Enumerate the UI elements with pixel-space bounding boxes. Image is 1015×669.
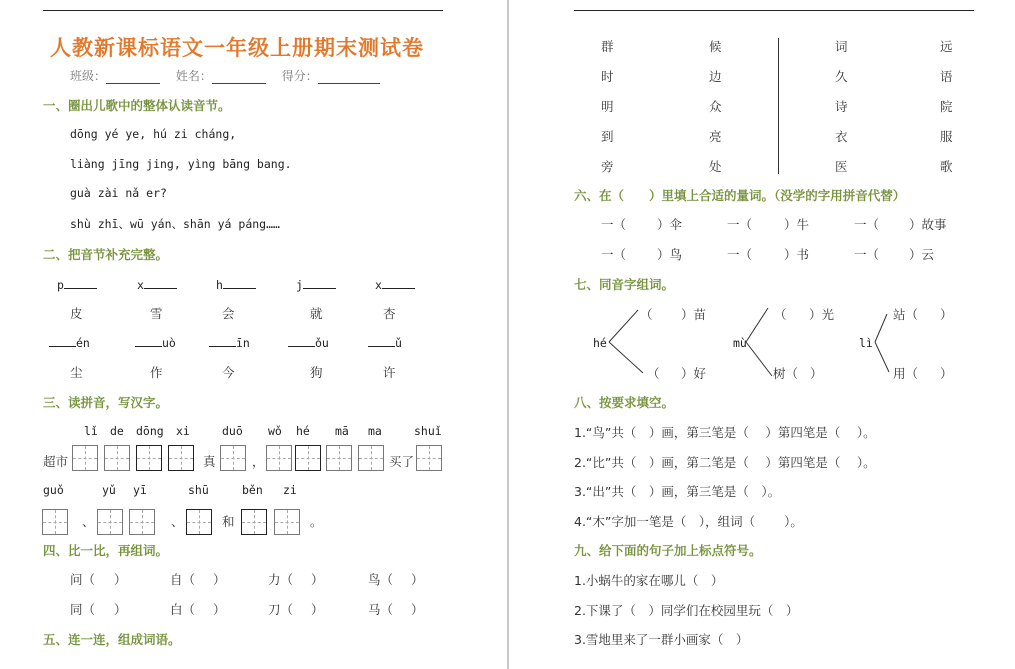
match-char[interactable]: 时 [601, 69, 614, 84]
measure-word-close: ）云 [909, 247, 935, 262]
fill-item: 3.“出”共（ ）画，第三笔是（ ）。 [574, 484, 781, 499]
name-label: 姓名： [175, 69, 212, 83]
punctuation-item: 1.小蜗牛的家在哪儿（ ） [574, 573, 724, 588]
writing-box[interactable] [104, 445, 130, 471]
text-chaoshi: 超市 [43, 454, 69, 469]
text-he: 和 [222, 514, 235, 529]
homophone-word: ） [940, 307, 953, 322]
score-label: 得分： [281, 69, 318, 83]
word-blank-close[interactable]: ） [114, 572, 127, 587]
text-zhen: 真 [203, 454, 216, 469]
answer-blank[interactable] [135, 334, 162, 347]
poem-line: dōng yé ye, hú zi cháng, [70, 127, 237, 141]
word-blank-close[interactable]: ） [114, 602, 127, 617]
writing-box[interactable] [220, 445, 246, 471]
pinyin: lǐ [84, 424, 98, 438]
homophone-pinyin: hé [593, 336, 607, 350]
class-label: 班级： [70, 69, 107, 83]
match-char[interactable]: 诗 [835, 99, 848, 114]
measure-word-open[interactable]: 一（ [727, 247, 753, 262]
word-blank-close[interactable]: ） [411, 572, 424, 587]
section-8-heading: 八、按要求填空。 [574, 395, 675, 410]
poem-line: shù zhī、wū yán、shān yá páng…… [70, 217, 280, 231]
syllable-blank-item [209, 334, 250, 350]
section-9-heading: 九、给下面的句子加上标点符号。 [574, 543, 762, 558]
answer-blank[interactable] [209, 334, 236, 347]
measure-word-open[interactable]: 一（ [854, 247, 880, 262]
score-field[interactable] [318, 71, 380, 84]
match-char[interactable]: 远 [940, 39, 953, 54]
match-char[interactable]: 到 [601, 129, 614, 144]
match-char[interactable]: 候 [709, 39, 722, 54]
word-blank-close[interactable]: ） [311, 572, 324, 587]
section-1-heading: 一、圈出儿歌中的整体认读音节。 [43, 98, 231, 113]
word-prompt: 同（ [70, 602, 96, 617]
pinyin: zi [283, 483, 297, 497]
answer-blank[interactable] [144, 276, 177, 289]
initial: h [216, 278, 223, 292]
hanzi: 狗 [310, 365, 323, 380]
class-field[interactable] [106, 71, 160, 84]
measure-word-close: ）故事 [909, 217, 947, 232]
match-char[interactable]: 服 [940, 129, 953, 144]
word-prompt: 自（ [170, 572, 196, 587]
final: īn [236, 336, 250, 350]
match-char[interactable]: 语 [940, 69, 953, 84]
match-char[interactable]: 众 [709, 99, 722, 114]
student-info [70, 67, 392, 84]
measure-word-open[interactable]: 一（ [601, 247, 627, 262]
punctuation-item: 3.雪地里来了一群小画家（ ） [574, 632, 749, 647]
answer-blank[interactable] [303, 276, 336, 289]
header-rule [43, 10, 443, 11]
hanzi: 杏 [383, 306, 396, 321]
writing-box[interactable] [274, 509, 300, 535]
fill-item: 4.“木”字加一笔是（ ），组词（ ）。 [574, 514, 803, 529]
match-char[interactable]: 久 [835, 69, 848, 84]
homophone-word[interactable]: 树（ [773, 366, 799, 381]
pinyin: hé [296, 424, 310, 438]
writing-box[interactable] [241, 509, 267, 535]
syllable-blank-item [375, 276, 415, 292]
match-char[interactable]: 歌 [940, 159, 953, 174]
answer-blank[interactable] [288, 334, 315, 347]
pinyin: dōng [136, 424, 164, 438]
writing-box[interactable] [136, 445, 162, 471]
syllable-blank-item [57, 276, 97, 292]
word-blank-close[interactable]: ） [311, 602, 324, 617]
measure-word-close: ）牛 [784, 217, 810, 232]
section-3-heading: 三、读拼音，写汉字。 [43, 395, 169, 410]
match-char[interactable]: 边 [709, 69, 722, 84]
writing-box[interactable] [416, 445, 442, 471]
homophone-word[interactable]: （ [647, 366, 660, 381]
homophone-word: ） [810, 366, 823, 381]
writing-box[interactable] [326, 445, 352, 471]
hanzi: 会 [222, 306, 235, 321]
match-char[interactable]: 旁 [601, 159, 614, 174]
match-char[interactable]: 词 [835, 39, 848, 54]
writing-box[interactable] [186, 509, 212, 535]
exam-page-left [0, 0, 507, 669]
word-blank-close[interactable]: ） [213, 572, 226, 587]
initial: x [137, 278, 144, 292]
word-prompt: 力（ [268, 572, 294, 587]
section-7-heading: 七、同音字组词。 [574, 277, 675, 292]
pinyin: yǔ [102, 483, 116, 497]
homophone-word: ）好 [681, 366, 707, 381]
syllable-blank-item [135, 334, 176, 350]
text-comma: ， [252, 454, 265, 469]
measure-word-open[interactable]: 一（ [601, 217, 627, 232]
homophone-word[interactable]: 站（ [893, 307, 919, 322]
hanzi: 今 [222, 365, 235, 380]
measure-word-open[interactable]: 一（ [727, 217, 753, 232]
word-blank-close[interactable]: ） [213, 602, 226, 617]
pinyin: shuǐ [414, 424, 442, 438]
homophone-pinyin: mù [733, 336, 747, 350]
homophone-word: ）光 [809, 307, 835, 322]
fill-item: 1.“鸟”共（ ）画，第三笔是（ ）第四笔是（ ）。 [574, 425, 876, 440]
match-char[interactable]: 群 [601, 39, 614, 54]
match-char[interactable]: 处 [709, 159, 722, 174]
final: uò [162, 336, 176, 350]
hanzi: 作 [150, 365, 163, 380]
pinyin: ma [368, 424, 382, 438]
pinyin: yī [133, 483, 147, 497]
exam-title: 人教新课标语文一年级上册期末测试卷 [50, 35, 424, 60]
measure-word-open[interactable]: 一（ [854, 217, 880, 232]
writing-box[interactable] [168, 445, 194, 471]
hanzi: 雪 [150, 306, 163, 321]
match-char[interactable]: 医 [835, 159, 848, 174]
match-char[interactable]: 院 [940, 99, 953, 114]
pinyin: guǒ [43, 483, 64, 497]
pinyin: wǒ [268, 424, 282, 438]
answer-blank[interactable] [382, 276, 415, 289]
syllable-blank-item [288, 334, 329, 350]
homophone-word[interactable]: 用（ [893, 366, 919, 381]
pinyin: de [110, 424, 124, 438]
final: ǔ [395, 336, 402, 350]
match-char[interactable]: 亮 [709, 129, 722, 144]
initial: j [296, 278, 303, 292]
word-prompt: 刀（ [268, 602, 294, 617]
answer-blank[interactable] [49, 334, 76, 347]
answer-blank[interactable] [368, 334, 395, 347]
section-4-heading: 四、比一比，再组词。 [43, 543, 169, 558]
writing-box[interactable] [358, 445, 384, 471]
text-dun: 、 [171, 514, 184, 529]
section-5-heading: 五、连一连，组成词语。 [43, 632, 181, 647]
pinyin: shū [188, 483, 209, 497]
section-6-heading: 六、在（ ）里填上合适的量词。（没学的字用拼音代替） [574, 188, 906, 203]
writing-box[interactable] [72, 445, 98, 471]
match-char[interactable]: 衣 [835, 129, 848, 144]
homophone-word: ）苗 [681, 307, 707, 322]
syllable-blank-item [216, 276, 256, 292]
text-period: 。 [310, 514, 323, 529]
poem-line: guà zài nǎ er? [70, 186, 167, 200]
syllable-blank-item [49, 334, 90, 350]
text-dun: 、 [82, 514, 95, 529]
final: ǒu [315, 336, 329, 350]
final: én [76, 336, 90, 350]
answer-blank[interactable] [223, 276, 256, 289]
hanzi: 就 [310, 306, 323, 321]
syllable-blank-item [368, 334, 402, 350]
text-maile: 买了 [389, 454, 415, 469]
name-field[interactable] [212, 71, 266, 84]
homophone-word[interactable]: （ [640, 307, 653, 322]
writing-box[interactable] [129, 509, 155, 535]
word-prompt: 白（ [170, 602, 196, 617]
pinyin: mā [335, 424, 349, 438]
measure-word-close: ）伞 [657, 217, 683, 232]
word-prompt: 马（ [368, 602, 394, 617]
pinyin: xi [176, 424, 190, 438]
word-prompt: 鸟（ [368, 572, 394, 587]
writing-box[interactable] [97, 509, 123, 535]
pinyin: duō [222, 424, 243, 438]
word-prompt: 问（ [70, 572, 96, 587]
section-2-heading: 二、把音节补充完整。 [43, 247, 169, 262]
homophone-word: ） [940, 366, 953, 381]
syllable-blank-item [296, 276, 336, 292]
answer-blank[interactable] [64, 276, 97, 289]
word-blank-close[interactable]: ） [411, 602, 424, 617]
writing-box[interactable] [42, 509, 68, 535]
punctuation-item: 2.下课了（ ）同学们在校园里玩（ ） [574, 603, 799, 618]
writing-box[interactable] [266, 445, 292, 471]
fill-item: 2.“比”共（ ）画，第二笔是（ ）第四笔是（ ）。 [574, 455, 876, 470]
pinyin: běn [242, 483, 263, 497]
match-char[interactable]: 明 [601, 99, 614, 114]
hanzi: 皮 [70, 306, 83, 321]
hanzi: 许 [383, 365, 396, 380]
initial: x [375, 278, 382, 292]
initial: p [57, 278, 64, 292]
syllable-blank-item [137, 276, 177, 292]
poem-line: liàng jīng jing, yìng bāng bang. [70, 157, 292, 171]
hanzi: 尘 [70, 365, 83, 380]
homophone-word[interactable]: （ [774, 307, 787, 322]
measure-word-close: ）书 [784, 247, 810, 262]
measure-word-close: ）鸟 [657, 247, 683, 262]
writing-box[interactable] [295, 445, 321, 471]
homophone-pinyin: lì [859, 336, 873, 350]
exam-page-right [509, 0, 1015, 669]
